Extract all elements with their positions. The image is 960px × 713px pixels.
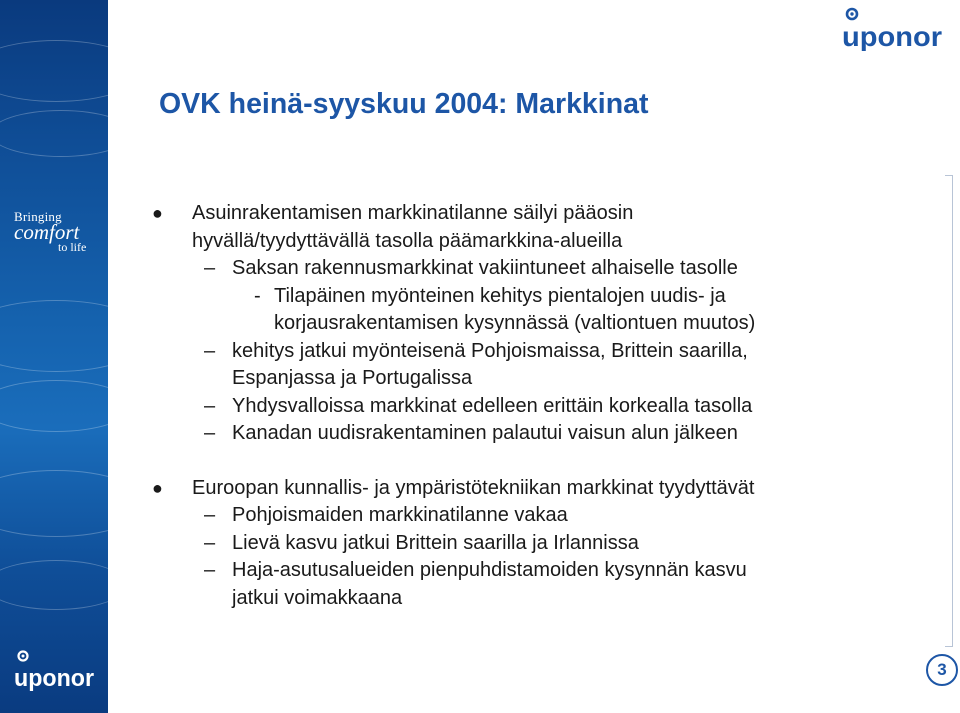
bullet-2-line-1: Euroopan kunnallis- ja ympäristötekniikan markkinat tyydyttävät (192, 476, 755, 499)
sub-item-2-2-text: Lievä kasvu jatkui Brittein saarilla ja Irlannissa (232, 531, 639, 554)
slide-content (148, 200, 943, 612)
sub-item-2-3-line-2: jatkui voimakkaana (232, 586, 403, 609)
sidebar-water-image (0, 0, 108, 713)
bullet-dot-icon: ● (152, 477, 163, 498)
sub-item-1-3 (148, 393, 943, 421)
brand-tagline (14, 210, 104, 253)
sub-item-1-1-text: Saksan rakennusmarkkinat vakiintuneet alhaiselle tasolle (232, 257, 738, 279)
dash-icon: – (204, 422, 216, 444)
sub-sub-item-line-2: korjausrakentamisen kysynnässä (valtiontuen muutos) (274, 312, 756, 334)
sub-item-1-1 (148, 255, 943, 283)
dash-icon: – (204, 339, 216, 362)
dash-icon: – (204, 257, 216, 279)
dash-icon: – (204, 504, 216, 526)
sub-item-2-1-text: Pohjoismaiden markkinatilanne vakaa (232, 504, 568, 526)
sub-item-1-2-line-1: kehitys jatkui myönteisenä Pohjoismaissa, Brittein saarilla, (232, 339, 748, 362)
bullet-dot-icon: ● (152, 203, 163, 223)
page-frame-decoration (945, 175, 953, 647)
bullet-item-1 (148, 200, 943, 255)
sub-item-2-1 (148, 502, 943, 530)
sub-item-1-3-text: Yhdysvalloissa markkinat edelleen erittäin korkealla tasolla (232, 394, 753, 417)
bullet-item-2 (148, 475, 943, 503)
sub-item-1-4-text: Kanadan uudisrakentaminen palautui vaisun alun jälkeen (232, 422, 738, 444)
uponor-logo-top (842, 5, 944, 51)
sub-item-2-2 (148, 530, 943, 558)
sub-item-1-2-line-2: Espanjassa ja Portugalissa (232, 367, 473, 389)
logo-text-top: uponor (842, 21, 943, 51)
dash-icon: – (204, 559, 216, 581)
sub-sub-item-1-1-1 (148, 283, 943, 338)
page-number: 3 (926, 654, 958, 686)
uponor-logo-bottom (14, 648, 96, 692)
tagline-line-1: Bringing (14, 209, 62, 224)
sub-item-1-4 (148, 420, 943, 448)
dash-icon: – (204, 394, 216, 417)
bullet-1-line-2: hyvällä/tyydyttävällä tasolla päämarkkina-alueilla (192, 229, 623, 252)
tagline-line-3: to life (58, 240, 87, 254)
hyphen-icon: - (254, 284, 261, 307)
slide-title: OVK heinä-syyskuu 2004: Markkinat (159, 88, 649, 120)
sub-item-1-2 (148, 338, 943, 393)
sub-item-2-3 (148, 557, 943, 612)
bullet-1-line-1: Asuinrakentamisen markkinatilanne säilyi pääosin (192, 202, 634, 224)
tagline-line-2: comfort (14, 220, 80, 244)
dash-icon: – (204, 531, 216, 554)
section-spacer (148, 448, 943, 475)
sub-item-2-3-line-1: Haja-asutusalueiden pienpuhdistamoiden kysynnän kasvu (232, 559, 747, 581)
sub-sub-item-line-1: Tilapäinen myönteinen kehitys pientalojen uudis- ja (274, 284, 726, 307)
logo-text-bottom: uponor (14, 665, 94, 692)
